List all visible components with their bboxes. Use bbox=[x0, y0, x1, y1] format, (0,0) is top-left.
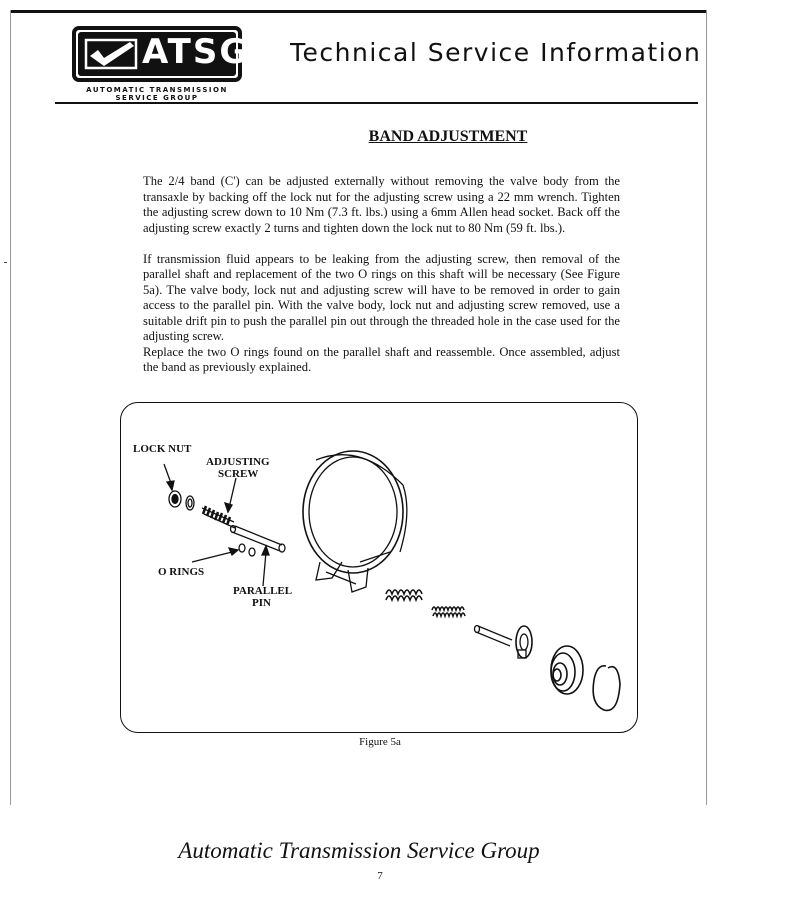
callout-o-rings: O RINGS bbox=[158, 566, 205, 578]
logo-text: ATSG bbox=[142, 32, 250, 72]
callout-adjusting-screw-line1: ADJUSTING bbox=[206, 456, 270, 468]
checkmark-icon bbox=[84, 36, 138, 72]
page-number: 7 bbox=[377, 870, 383, 882]
snap-ring-part bbox=[593, 666, 620, 711]
section-title-text: BAND ADJUSTMENT bbox=[368, 128, 528, 145]
callout-adjusting-screw-line2: SCREW bbox=[218, 468, 259, 480]
header-divider bbox=[55, 102, 698, 104]
page-header-title: Technical Service Information bbox=[290, 38, 702, 67]
figure-caption: Figure 5a bbox=[359, 736, 401, 748]
piston-part bbox=[475, 626, 533, 659]
callout-parallel-pin-line2: PIN bbox=[252, 597, 271, 609]
logo-caption: AUTOMATIC TRANSMISSION SERVICE GROUP bbox=[86, 86, 228, 102]
page-top-border bbox=[10, 10, 707, 13]
paragraph-1: The 2/4 band (C') can be adjusted externally without removing the valve body from the transaxle by backing off the lock nut for the adjusting screw using a 22 mm wrench. Tighten the adjusting screw down to 10 Nm (7.3 ft. lbs.) using a 6mm Allen head socket. Back off the adjusting screw exactly 2 turns and tighten down the lock nut to 80 Nm (59 ft. lbs.). bbox=[143, 174, 620, 235]
cover-part bbox=[551, 646, 583, 694]
paragraph-2: If transmission fluid appears to be leaking from the adjusting screw, then removal of the parallel shaft and replacement of the two O rings on this shaft will be necessary (See Figure 5a). The valve body, lock nut and adjusting screw will have to be removed in order to gain access to the parallel pin. With the valve body, lock nut and adjusting screw removed, use a suitable drift pin to push the parallel pin out through the threaded hole in the case used for the adjusting screw. bbox=[143, 251, 620, 343]
band-part bbox=[303, 451, 407, 592]
atsg-logo bbox=[52, 20, 262, 100]
footer-organization: Automatic Transmission Service Group bbox=[178, 838, 540, 863]
spring-part bbox=[386, 590, 465, 616]
body-text bbox=[143, 174, 620, 376]
callout-parallel-pin-line1: PARALLEL bbox=[233, 585, 293, 597]
section-title bbox=[0, 128, 800, 146]
scan-mark bbox=[4, 262, 7, 263]
paragraph-3: Replace the two O rings found on the parallel shaft and reassemble. Once assembled, adjust the band as previously explained. bbox=[143, 344, 620, 374]
callout-lock-nut: LOCK NUT bbox=[133, 443, 192, 455]
lock-nut-part bbox=[169, 491, 194, 510]
